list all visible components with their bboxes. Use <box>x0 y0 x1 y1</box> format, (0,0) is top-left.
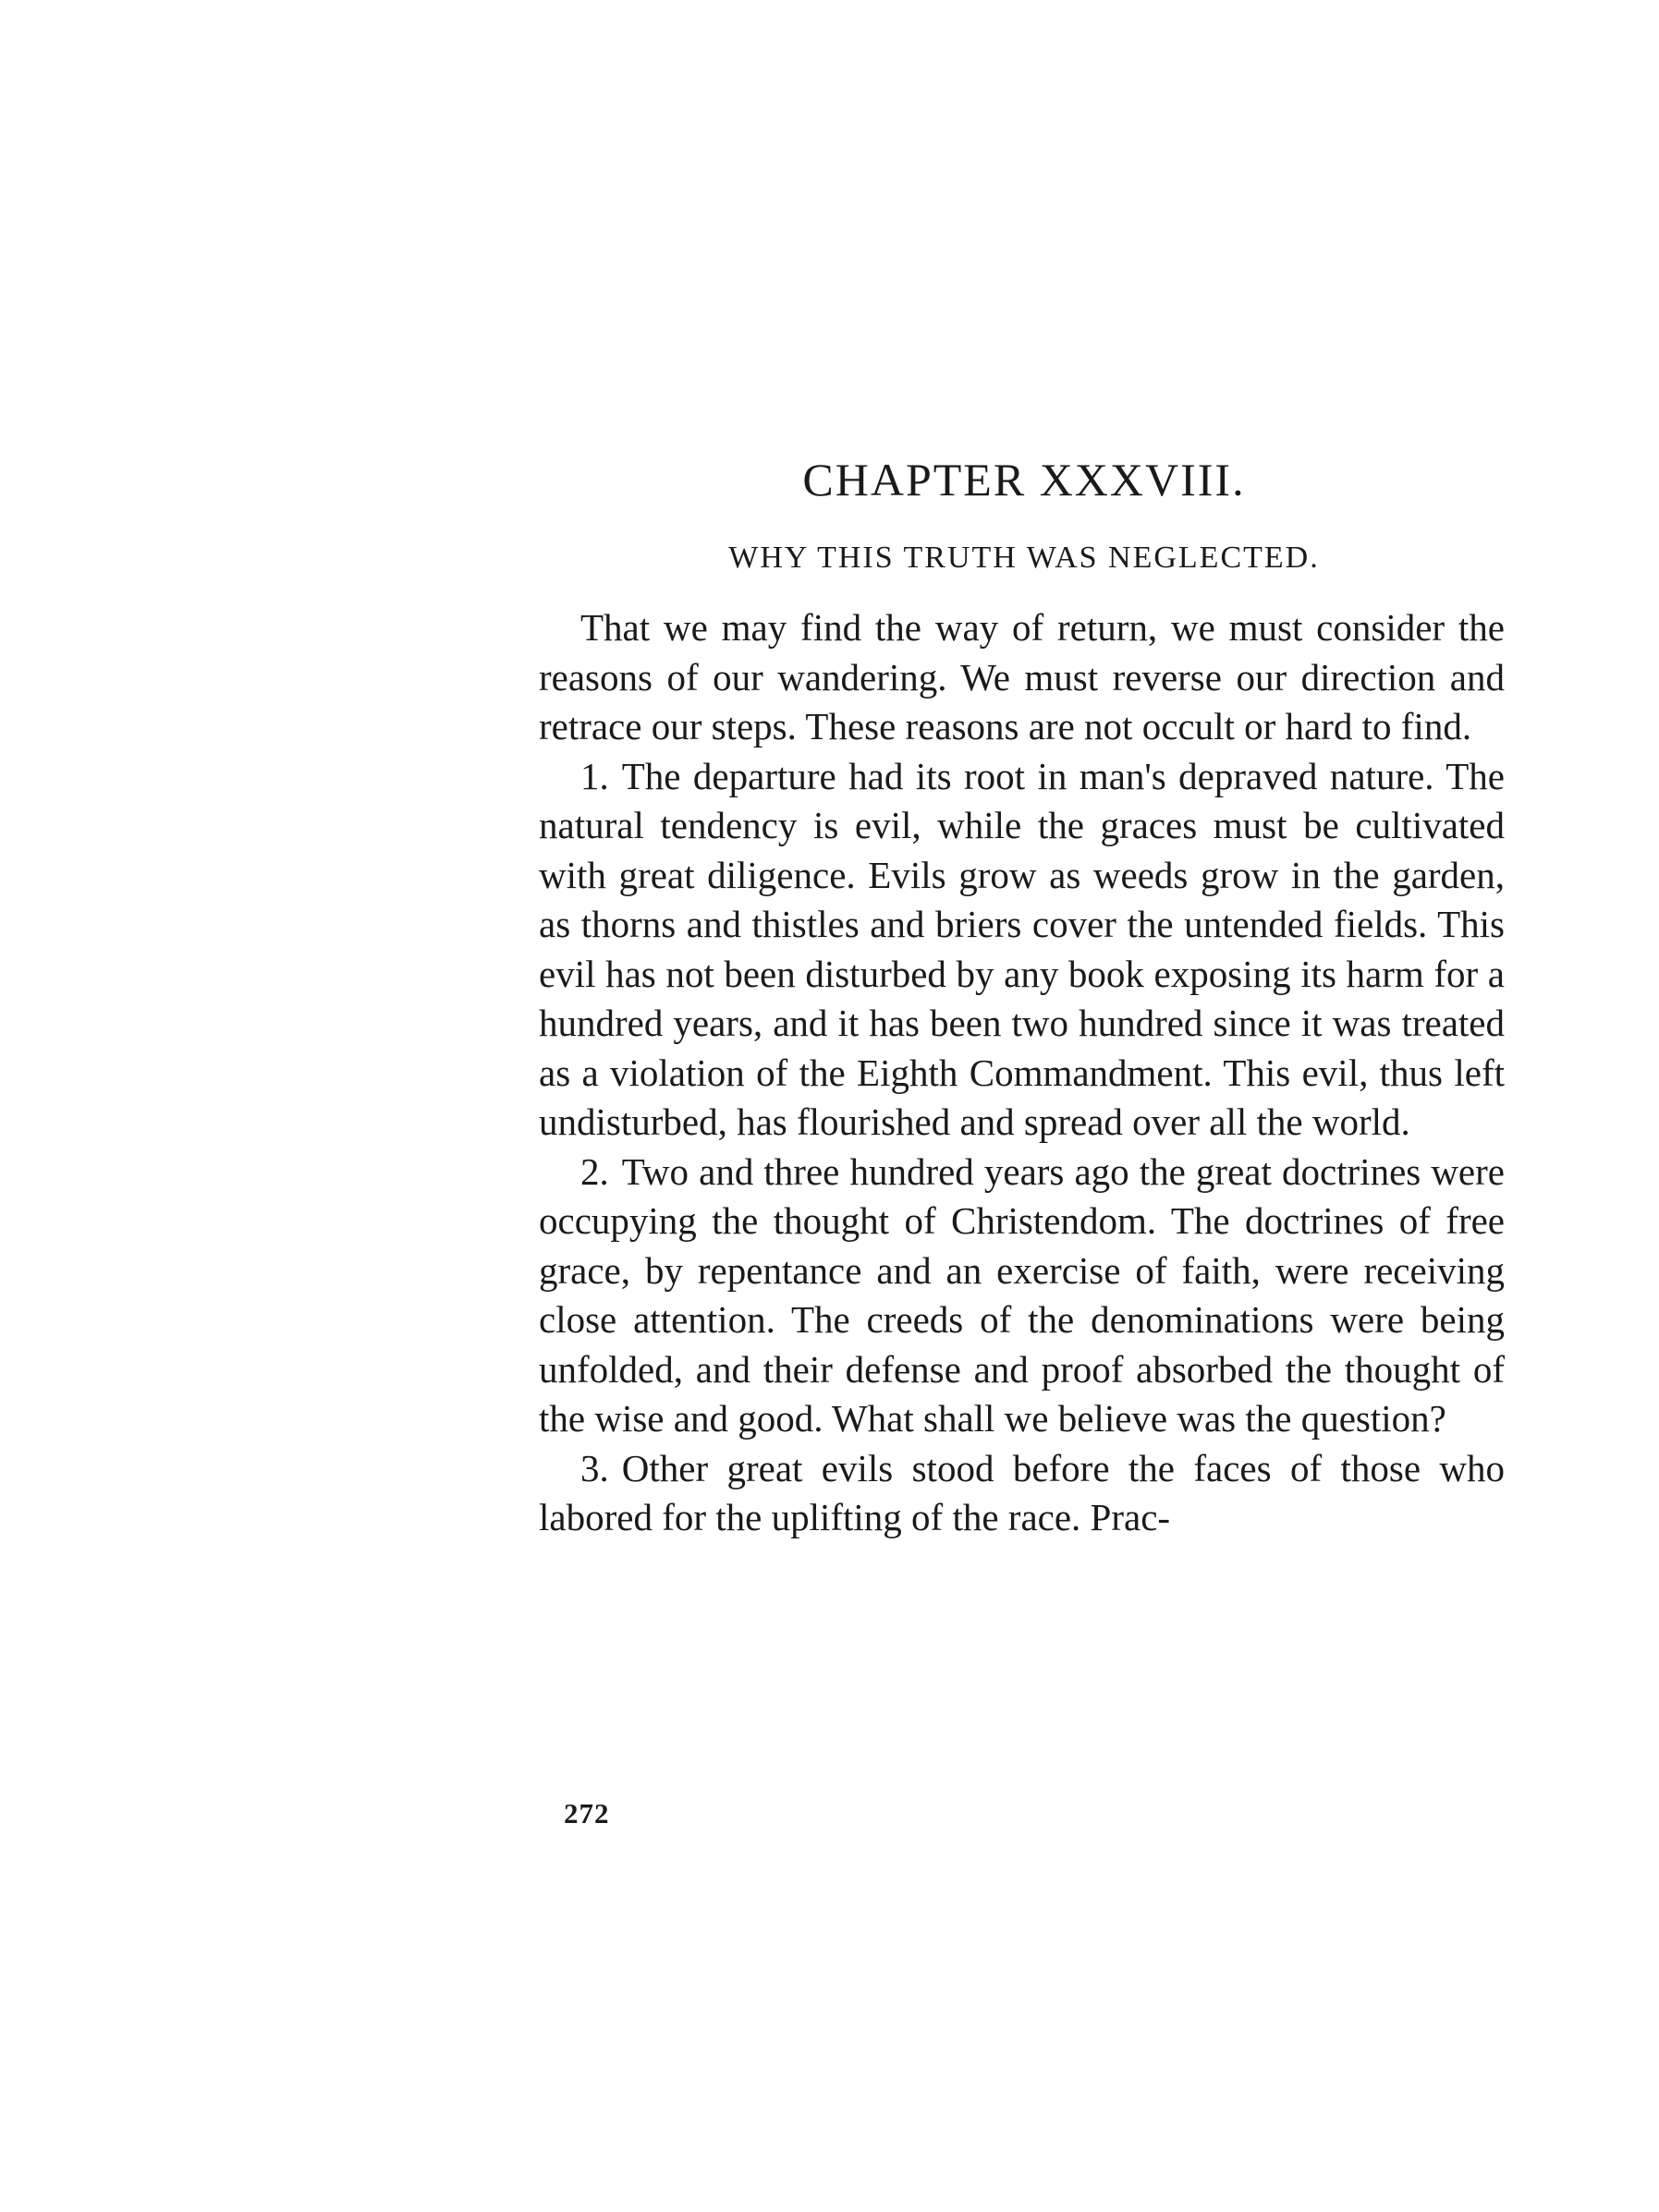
paragraph-2 <box>539 1148 1505 1444</box>
paragraph-text: That we may find the way of return, we must consider the reasons of our wandering. We must reverse our direction and retrace our steps. These reasons are not occult or hard to find. <box>539 606 1505 747</box>
paragraph-number: 3. <box>580 1446 609 1489</box>
chapter-title: CHAPTER XXXVIII. <box>802 454 1246 505</box>
paragraph-text: Other great evils stood before the faces of those who labored for the uplifting of the race. Prac- <box>539 1446 1505 1538</box>
paragraph-number: 2. <box>580 1149 609 1193</box>
paragraph-1 <box>539 752 1505 1148</box>
paragraph-text: The departure had its root in man's depraved nature. The natural tendency is evil, while the graces must be cultivated with great diligence. Evils grow as weeds grow in the garden, as thorns and thistles and briers cover the untended fields. This evil has not been disturbed by any book exposing its harm for a hundred years, and it has been two hundred since it was treated as a violation of the Eighth Commandment. This evil, thus left undisturbed, has flourished and spread over all the world. <box>539 754 1505 1143</box>
page-number: 272 <box>564 1797 610 1829</box>
paragraph-3 <box>539 1444 1505 1543</box>
paragraph-number: 1. <box>580 754 609 797</box>
body-text <box>539 603 1505 1543</box>
paragraph-text: Two and three hundred years ago the great doctrines were occupying the thought of Christendom. The doctrines of free grace, by repentance and an exercise of faith, were receiving close attention. The creeds of the denominations were being unfolded, and their defense and proof absorbed the thought of the wise and good. What shall we believe was the question? <box>539 1149 1505 1440</box>
chapter-subtitle: WHY THIS TRUTH WAS NEGLECTED. <box>728 541 1320 575</box>
paragraph-intro <box>539 603 1505 752</box>
